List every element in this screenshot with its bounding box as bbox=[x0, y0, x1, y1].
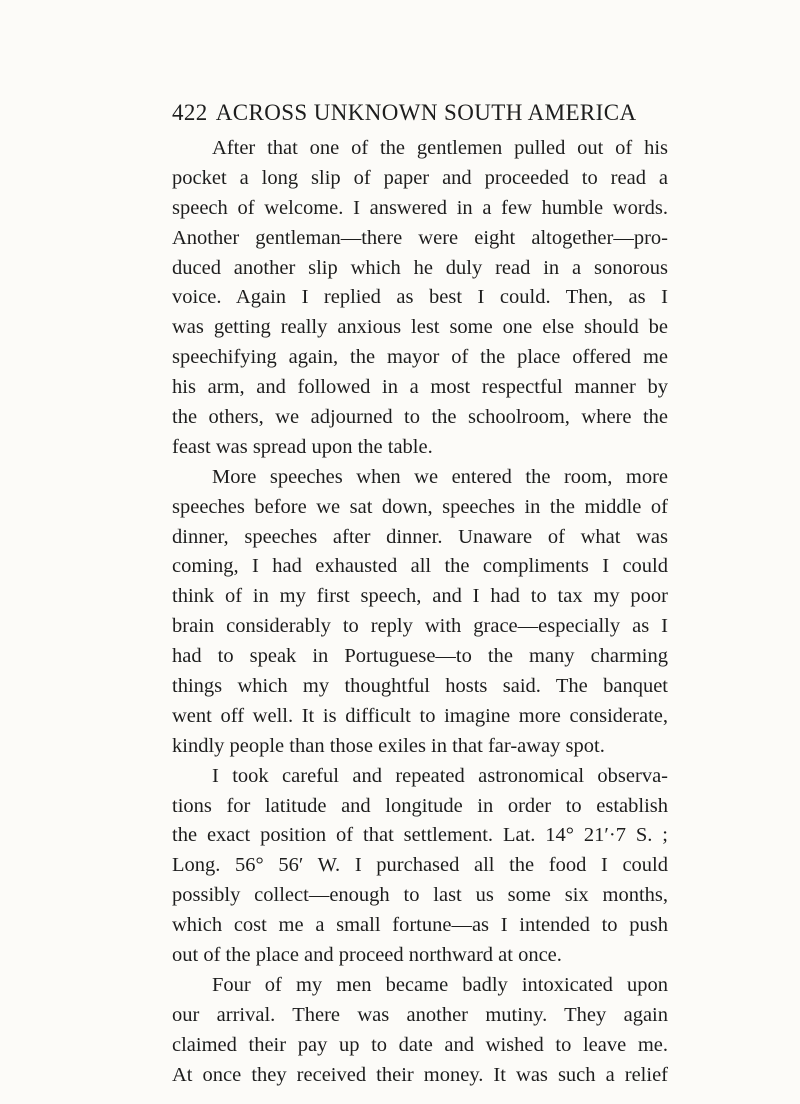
text-line: had to speak in Portuguese—to the many charming bbox=[172, 645, 668, 668]
text-line: At once they received their money. It was such a relief bbox=[172, 1063, 668, 1086]
running-header bbox=[172, 96, 668, 130]
text-line: went off well. It is difficult to imagine more considerate, bbox=[172, 704, 668, 727]
body-text bbox=[172, 134, 668, 1091]
text-line: duced another slip which he duly read in a sonorous bbox=[172, 256, 668, 279]
text-line: our arrival. There was another mutiny. They again bbox=[172, 1003, 668, 1026]
text-line: pocket a long slip of paper and proceeded to read a bbox=[172, 166, 668, 189]
text-line: things which my thoughtful hosts said. The banquet bbox=[172, 675, 668, 698]
text-line: Another gentleman—there were eight altogether—pro- bbox=[172, 226, 668, 249]
text-line: claimed their pay up to date and wished to leave me. bbox=[172, 1033, 668, 1056]
text-line: speechifying again, the mayor of the place offered me bbox=[172, 346, 668, 369]
running-title: ACROSS UNKNOWN SOUTH AMERICA bbox=[215, 100, 637, 125]
text-line: tions for latitude and longitude in order to establish bbox=[172, 794, 668, 817]
text-line: More speeches when we entered the room, more bbox=[212, 465, 668, 488]
text-line: the others, we adjourned to the schoolroom, where the bbox=[172, 406, 668, 429]
text-line: After that one of the gentlemen pulled out of his bbox=[212, 137, 668, 159]
text-line: speech of welcome. I answered in a few humble words. bbox=[172, 196, 668, 219]
text-line: feast was spread upon the table. bbox=[172, 435, 433, 458]
text-line: brain considerably to reply with grace—especially as I bbox=[172, 615, 668, 638]
page-number: 422 bbox=[172, 100, 208, 125]
text-line: speeches before we sat down, speeches in the middle of bbox=[172, 495, 668, 518]
text-line: Four of my men became badly intoxicated upon bbox=[212, 973, 668, 996]
text-line: Long. 56° 56′ W. I purchased all the food I could bbox=[172, 854, 668, 877]
text-line: think of in my first speech, and I had to tax my poor bbox=[172, 585, 668, 608]
text-line: out of the place and proceed northward at once. bbox=[172, 944, 562, 967]
text-line: was getting really anxious lest some one else should be bbox=[172, 316, 668, 339]
text-line: voice. Again I replied as best I could. Then, as I bbox=[172, 286, 668, 309]
text-line: kindly people than those exiles in that far-away spot. bbox=[172, 734, 605, 757]
text-line: dinner, speeches after dinner. Unaware of what was bbox=[172, 525, 668, 548]
text-line: which cost me a small fortune—as I intended to push bbox=[172, 914, 668, 937]
text-line: his arm, and followed in a most respectful manner by bbox=[172, 376, 668, 399]
text-line: coming, I had exhausted all the compliments I could bbox=[172, 555, 668, 578]
text-line: possibly collect—enough to last us some six months, bbox=[172, 884, 668, 907]
text-line: I took careful and repeated astronomical observa- bbox=[212, 764, 668, 787]
book-page bbox=[172, 96, 668, 1091]
text-line: the exact position of that settlement. Lat. 14° 21′·7 S. ; bbox=[172, 824, 668, 847]
